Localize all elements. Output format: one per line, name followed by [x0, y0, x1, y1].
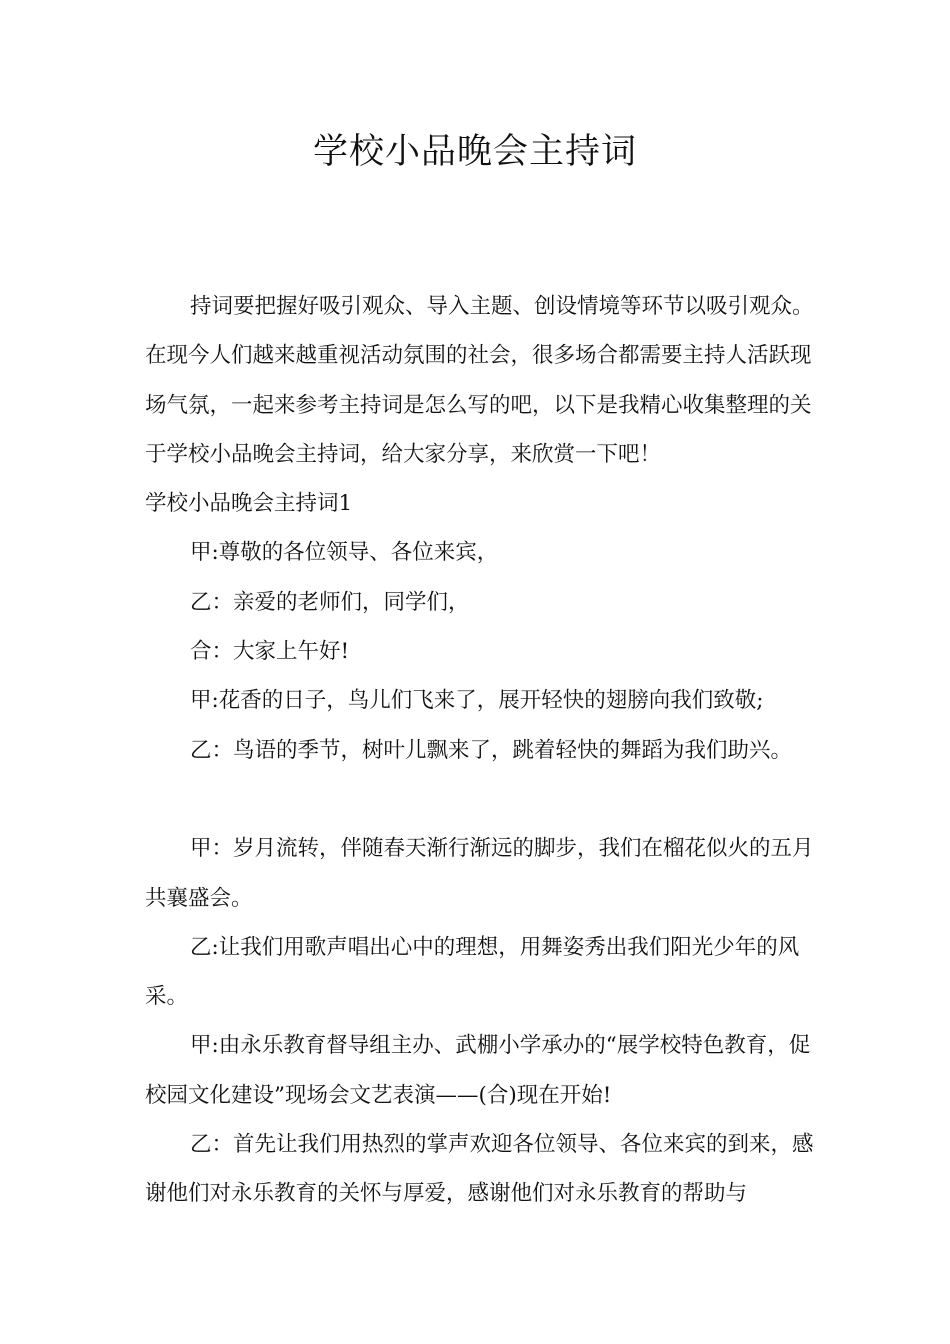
dialogue-line: 甲:由永乐教育督导组主办、武棚小学承办的“展学校特色教育，促校园文化建设”现场会文艺表演——(合)现在开始! — [145, 1033, 811, 1108]
section-heading: 学校小品晚会主持词1 — [145, 491, 353, 517]
document-body — [145, 282, 825, 1219]
blank-line — [145, 775, 825, 824]
dialogue-line: 乙：首先让我们用热烈的掌声欢迎各位领导、各位来宾的到来，感谢他们对永乐教育的关怀与厚爱，感谢他们对永乐教育的帮助与 — [145, 1132, 814, 1207]
dialogue-line: 乙：亲爱的老师们，同学们， — [190, 589, 470, 615]
intro-paragraph: 持词要把握好吸引观众、导入主题、创设情境等环节以吸引观众。在现今人们越来越重视活动氛围的社会，很多场合都需要主持人活跃现场气氛，一起来参考主持词是怎么写的吧，以下是我精心收集整理的关于学校小品晚会主持词，给大家分享，来欣赏一下吧！ — [145, 294, 814, 467]
dialogue-line: 甲:尊敬的各位领导、各位来宾， — [190, 540, 499, 566]
dialogue-line: 甲：岁月流转，伴随春天渐行渐远的脚步，我们在榴花似火的五月共襄盛会。 — [145, 836, 814, 911]
document-title: 学校小品晚会主持词 — [312, 132, 637, 172]
dialogue-line: 乙:让我们用歌声唱出心中的理想，用舞姿秀出我们阳光少年的风采。 — [145, 934, 800, 1010]
dialogue-line: 合：大家上午好! — [190, 639, 350, 665]
dialogue-line: 乙：鸟语的季节，树叶儿飘来了，跳着轻快的舞蹈为我们助兴。 — [190, 737, 793, 763]
dialogue-line: 甲:花香的日子，鸟儿们飞来了，展开轻快的翅膀向我们致敬; — [190, 688, 764, 714]
